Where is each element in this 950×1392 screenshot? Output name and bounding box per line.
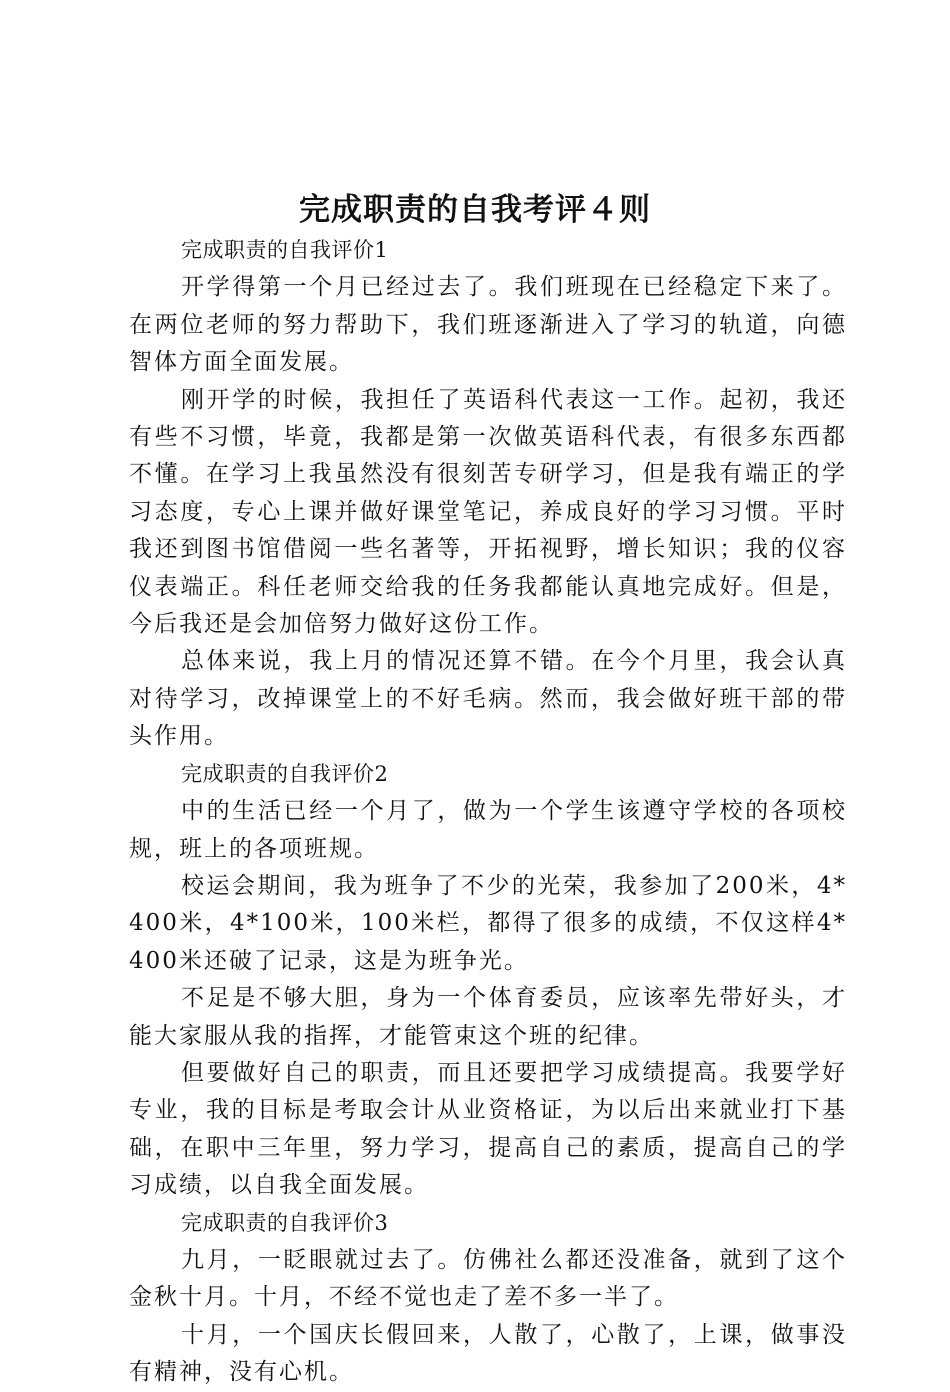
paragraph: 但要做好自己的职责，而且还要把学习成绩提高。我要学好专业，我的目标是考取会计从业资格证，为以后出来就业打下基础，在职中三年里，努力学习，提高自己的素质，提高自己的学习成绩，以自我全面发展。 bbox=[129, 1059, 847, 1199]
section-heading-2: 完成职责的自我评价2 bbox=[181, 761, 389, 786]
paragraph: 中的生活已经一个月了，做为一个学生该遵守学校的各项校规，班上的各项班规。 bbox=[129, 798, 847, 862]
paragraph: 十月，一个国庆长假回来，人散了，心散了，上课，做事没有精神，没有心机。 bbox=[129, 1321, 847, 1386]
section-heading-3: 完成职责的自我评价3 bbox=[181, 1210, 389, 1235]
paragraph: 不足是不够大胆，身为一个体育委员，应该率先带好头，才能大家服从我的指挥，才能管束这个班的纪律。 bbox=[129, 985, 847, 1049]
paragraph: 开学得第一个月已经过去了。我们班现在已经稳定下来了。在两位老师的努力帮助下，我们班逐渐进入了学习的轨道，向德智体方面全面发展。 bbox=[129, 274, 847, 376]
document-body bbox=[129, 232, 847, 1392]
section-heading-1: 完成职责的自我评价1 bbox=[181, 238, 389, 262]
paragraph: 总体来说，我上月的情况还算不错。在今个月里，我会认真对待学习，改掉课堂上的不好毛病。然而，我会做好班干部的带头作用。 bbox=[129, 648, 847, 750]
paragraph: 刚开学的时候，我担任了英语科代表这一工作。起初，我还有些不习惯，毕竟，我都是第一次做英语科代表，有很多东西都不懂。在学习上我虽然没有很刻苦专研学习，但是我有端正的学习态度，专心上课并做好课堂笔记，养成良好的学习习惯。平时我还到图书馆借阅一些名著等，开拓视野，增长知识；我的仪容仪表端正。科任老师交给我的任务我都能认真地完成好。但是，今后我还是会加倍努力做好这份工作。 bbox=[129, 386, 847, 638]
paragraph: 校运会期间，我为班争了不少的光荣，我参加了200米，4*400米，4*100米，100米栏，都得了很多的成绩，不仅这样4*400米还破了记录，这是为班争光。 bbox=[129, 872, 847, 974]
document-title: 完成职责的自我考评４则 bbox=[299, 192, 651, 228]
paragraph: 九月，一眨眼就过去了。仿佛社么都还没准备，就到了这个金秋十月。十月，不经不觉也走了差不多一半了。 bbox=[129, 1246, 847, 1311]
